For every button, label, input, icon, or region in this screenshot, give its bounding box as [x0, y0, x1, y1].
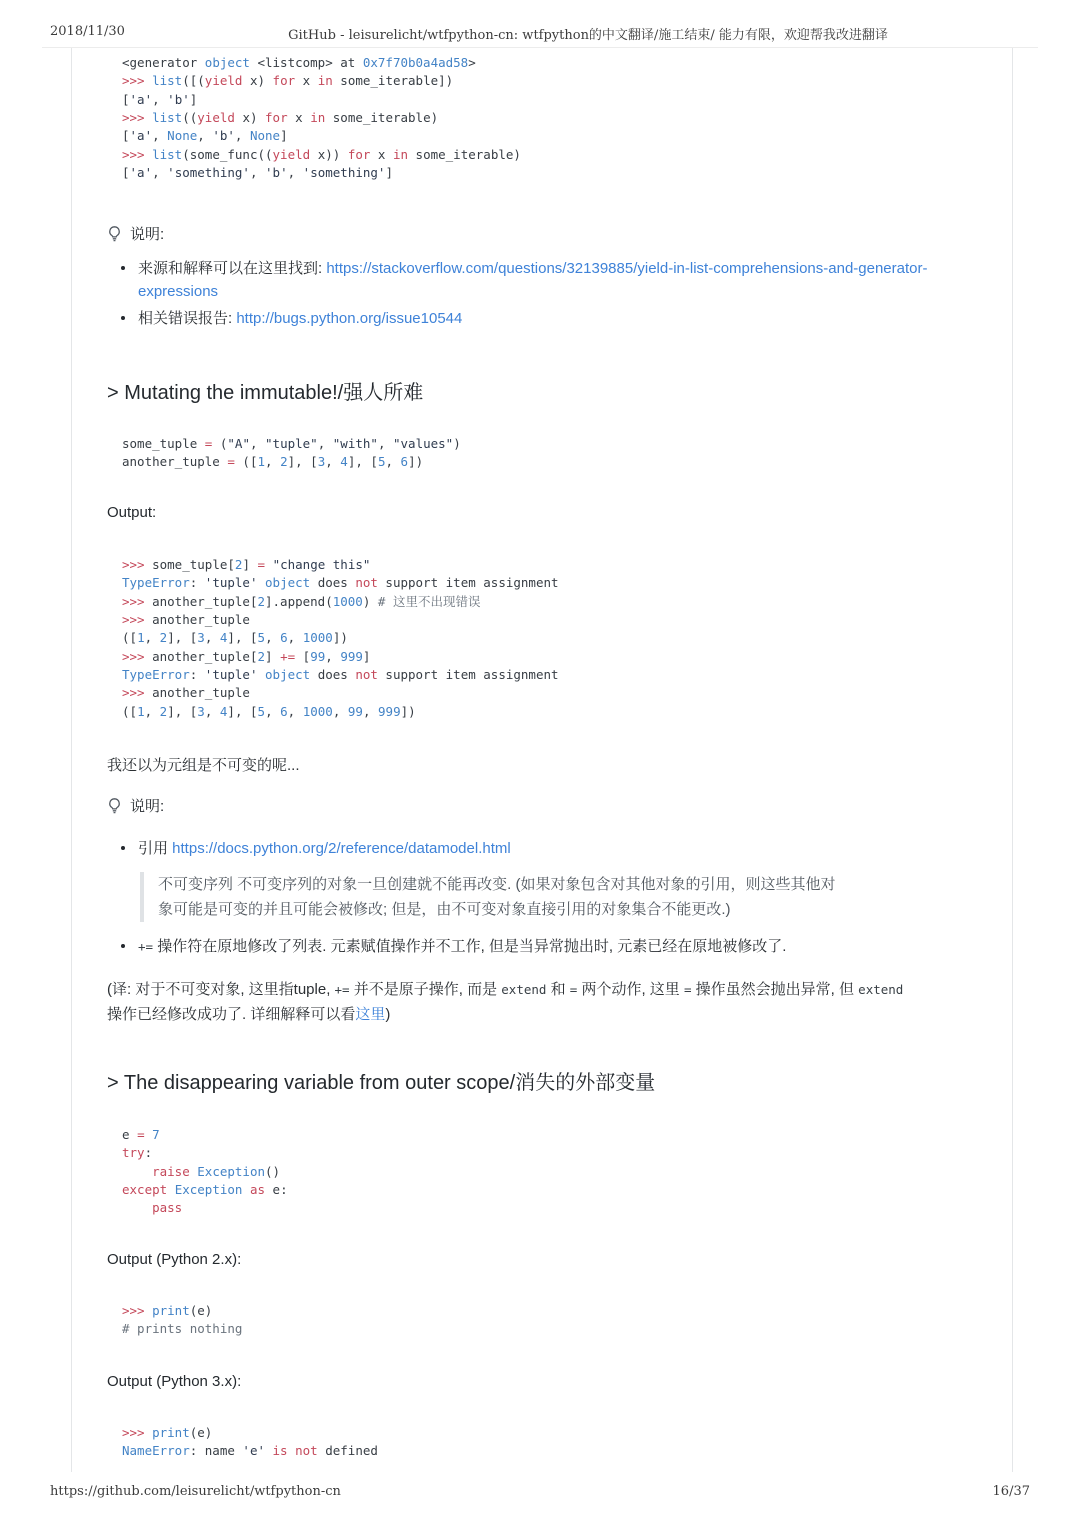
code-token: = — [137, 1127, 145, 1142]
code-token: ]) — [332, 630, 348, 646]
code-line — [122, 109, 521, 127]
code-token: 1 — [257, 454, 265, 470]
link[interactable]: http://bugs.python.org/issue10544 — [236, 310, 463, 327]
code-token: x)) — [310, 146, 348, 162]
text-run: 引用 — [138, 840, 173, 857]
code-token: 'e' — [242, 1443, 265, 1459]
code-line — [122, 648, 559, 666]
code-token: 2 — [159, 703, 168, 719]
code-token: "change this" — [272, 557, 371, 572]
code-token: 4 — [219, 630, 228, 646]
code-token: [ — [295, 648, 311, 664]
code-token: >>> — [122, 557, 153, 572]
code-line — [122, 1199, 288, 1217]
code-token: , — [204, 630, 220, 646]
code-line — [122, 629, 559, 647]
inline-code: = — [569, 982, 578, 997]
code-token: another_tuple — [152, 612, 250, 628]
code-token: , — [197, 128, 213, 144]
code-token: pass — [152, 1200, 183, 1216]
code-token: except — [122, 1182, 168, 1198]
code-token: some_iterable) — [325, 110, 439, 126]
code-token: ] — [265, 648, 281, 664]
link[interactable]: https://docs.python.org/2/reference/datamodel.html — [172, 840, 511, 857]
code-token: list — [152, 73, 183, 89]
code-token: >>> — [122, 685, 153, 701]
code-line — [122, 593, 559, 611]
output-label: Output: — [107, 504, 157, 521]
code-token — [265, 557, 273, 572]
code-token: , — [287, 630, 303, 646]
code-token: , — [377, 436, 393, 451]
code-token: is — [272, 1443, 288, 1459]
code-token: e: — [265, 1182, 288, 1198]
code-token: 5 — [377, 454, 386, 470]
code-token: 2 — [234, 557, 243, 572]
code-token — [242, 1182, 250, 1197]
code-comment: # 这里不出现错误 — [377, 593, 481, 609]
code-token: ] — [242, 557, 258, 572]
code-token: 0x7f70b0a4ad58 — [362, 55, 469, 70]
code-token: 99 — [310, 648, 326, 664]
code-token: [ — [122, 165, 130, 181]
code-comment: # prints nothing — [122, 1321, 243, 1337]
code-token: , — [152, 91, 168, 107]
code-token: : — [189, 575, 205, 591]
inline-code: += — [138, 939, 154, 954]
code-token: x — [295, 73, 318, 89]
code-token: ], [ — [227, 703, 258, 719]
code-token: object — [265, 667, 311, 683]
code-token: ) — [362, 593, 378, 609]
code-line — [122, 703, 559, 721]
code-token: 2 — [159, 630, 168, 646]
code-token: >>> — [122, 612, 153, 628]
content-left-border — [71, 48, 72, 1472]
code-token: in — [392, 146, 409, 162]
code-token: : — [144, 1145, 153, 1161]
code-token: in — [310, 110, 326, 126]
code-token: : — [189, 667, 205, 683]
code-token: (( — [182, 110, 198, 126]
text-run: 相关错误报告: — [138, 310, 237, 327]
text-run: 操作虽然会抛出异常, 但 — [691, 981, 859, 998]
code-token: , — [287, 165, 303, 181]
code-token: another_tuple[ — [152, 593, 258, 609]
code-token: 'b' — [265, 165, 288, 181]
code-token: object — [204, 55, 250, 70]
note-label: 说明: — [130, 225, 165, 243]
code-token: , — [152, 165, 168, 181]
print-footer-url: https://github.com/leisurelicht/wtfpython-cn — [50, 1484, 341, 1499]
code-token: , — [325, 454, 341, 470]
code-token: : name — [189, 1443, 243, 1459]
code-line — [122, 72, 521, 90]
text-run: ) — [385, 1006, 391, 1023]
code-token: try — [122, 1145, 145, 1161]
blockquote-immutable-sequences: 不可变序列 不可变序列的对象一旦创建就不能再改变. (如果对象包含对其他对象的引用，则这些其他对象可能是可变的并且可能会被修改; 但是，由不可变对象直接引用的对象集合不能更改.) — [140, 872, 840, 922]
code-token: "A" — [227, 436, 250, 451]
output-label-python2: Output (Python 2.x): — [107, 1251, 242, 1268]
page-top-divider — [42, 47, 1038, 48]
code-token: e — [122, 1127, 138, 1142]
code-line — [122, 435, 461, 453]
code-token: print — [152, 1425, 190, 1440]
text-run: 两个动作, 这里 — [577, 981, 684, 998]
code-token: ], [ — [287, 454, 318, 470]
code-token: "tuple" — [265, 436, 318, 451]
code-token: ] — [280, 128, 288, 144]
code-token: list — [152, 146, 183, 162]
code-token: 2 — [257, 593, 265, 609]
code-token: 1000 — [302, 630, 333, 646]
code-token: 6 — [280, 630, 288, 646]
code-token: , — [265, 454, 281, 470]
code-token: ([( — [182, 73, 205, 89]
code-token: += — [280, 648, 296, 664]
code-line — [122, 556, 559, 574]
code-token: Exception — [197, 1163, 266, 1179]
code-token: "with" — [332, 436, 378, 451]
code-token: , — [265, 703, 281, 719]
code-token: some_iterable) — [408, 146, 521, 162]
code-token: , — [325, 648, 341, 664]
code-token — [167, 1182, 175, 1197]
code-line — [122, 91, 521, 109]
code-token: yield — [197, 110, 235, 126]
code-token: print — [152, 1303, 190, 1318]
code-line — [122, 54, 521, 72]
code-token: ], [ — [227, 630, 258, 646]
code-block-tuples — [122, 435, 461, 472]
code-token: (e) — [189, 1303, 213, 1318]
code-token: ] — [385, 165, 393, 181]
list-item-reference-link — [138, 837, 978, 860]
code-token: None — [167, 128, 198, 144]
code-token: (some_func(( — [182, 146, 273, 162]
code-token: list — [152, 110, 183, 126]
code-token: , — [385, 454, 401, 470]
code-token: 3 — [317, 454, 326, 470]
text-run: 操作已经修改成功了. 详细解释可以看 — [107, 1006, 356, 1023]
text-run: 和 — [546, 981, 570, 998]
list-item-bug-report — [138, 307, 978, 330]
code-line — [122, 574, 559, 592]
code-token: x — [370, 146, 393, 162]
code-token: some_iterable]) — [332, 73, 454, 89]
code-token: TypeError — [122, 667, 190, 683]
code-token: 1 — [137, 630, 145, 646]
code-block-try-except — [122, 1126, 288, 1218]
code-token: , — [144, 703, 160, 719]
code-line — [122, 1163, 288, 1181]
code-token: 1000 — [332, 593, 363, 609]
code-token: >>> — [122, 146, 153, 162]
code-token: 'b' — [167, 91, 190, 107]
code-token: for — [347, 146, 371, 162]
code-token: , — [362, 703, 379, 719]
code-line — [122, 1442, 378, 1460]
code-token: , — [332, 703, 348, 719]
output-label-python3: Output (Python 3.x): — [107, 1373, 242, 1390]
section-heading-mutating: > Mutating the immutable!/强人所难 — [107, 382, 424, 404]
code-line — [122, 1424, 378, 1442]
code-token: defined — [317, 1443, 378, 1459]
code-line — [122, 146, 521, 164]
section-heading-disappearing: > The disappearing variable from outer scope/消失的外部变量 — [107, 1072, 656, 1094]
code-token — [145, 1127, 153, 1142]
print-header-date: 2018/11/30 — [50, 24, 125, 39]
link[interactable]: 这里 — [355, 1006, 386, 1023]
code-line — [122, 1144, 288, 1162]
inline-code: extend — [501, 982, 547, 997]
code-token — [257, 575, 265, 590]
code-token: ]) — [400, 703, 416, 719]
code-token: (e) — [189, 1425, 213, 1440]
lightbulb-icon — [106, 225, 123, 242]
text-run: 并不是原子操作, 而是 — [349, 981, 502, 998]
code-token: , — [249, 436, 266, 451]
code-token: 'something' — [302, 165, 386, 181]
code-token: ([ — [122, 703, 138, 719]
code-token: [ — [122, 128, 130, 144]
code-token: 'tuple' — [204, 667, 258, 683]
code-token: another_tuple — [152, 685, 250, 701]
code-line — [122, 684, 559, 702]
code-line — [122, 453, 461, 471]
code-block-generator-example — [122, 54, 521, 182]
code-token: yield — [204, 73, 243, 89]
code-line — [122, 1181, 288, 1199]
code-token: ].append( — [265, 593, 333, 609]
code-token: another_tuple[ — [152, 648, 258, 664]
code-token: 2 — [257, 648, 265, 664]
inline-code: = — [683, 982, 692, 997]
code-token: does — [310, 667, 356, 683]
code-token: 1 — [137, 703, 145, 719]
code-token: x) — [242, 73, 273, 89]
code-token: 1000 — [302, 703, 333, 719]
inline-code: += — [334, 982, 350, 997]
code-token: 'a' — [129, 128, 153, 144]
code-token — [265, 1443, 273, 1458]
code-token — [257, 667, 265, 682]
code-line — [122, 611, 559, 629]
link[interactable]: https://stackoverflow.com/questions/32139885/yield-in-list-comprehensions-and-generator-expressions — [138, 260, 928, 300]
text-run: (译: 对于不可变对象, 这里指tuple, — [107, 981, 335, 998]
code-token: support item assignment — [377, 575, 559, 591]
code-token: Exception — [174, 1182, 243, 1198]
code-token: , — [152, 128, 168, 144]
code-block-print-python3 — [122, 1424, 378, 1461]
code-token: >>> — [122, 648, 153, 664]
list-item-source-link — [138, 257, 978, 303]
code-line — [122, 1320, 242, 1338]
code-token: not — [355, 667, 378, 683]
list-item-plusequal-note — [138, 935, 978, 958]
code-token: >>> — [122, 1303, 153, 1318]
code-token: , — [249, 165, 266, 181]
code-token: >>> — [122, 593, 153, 609]
paragraph-tuple-thought: 我还以为元组是不可变的呢... — [107, 757, 300, 774]
code-token: ([ — [234, 454, 258, 470]
code-token: , — [144, 630, 160, 646]
code-token: 'b' — [212, 128, 235, 144]
code-token: [ — [122, 91, 130, 107]
text-run: 来源和解释可以在这里找到: — [138, 260, 327, 277]
code-token: ] — [362, 648, 371, 664]
code-token: 'tuple' — [204, 575, 258, 591]
code-token: 7 — [152, 1127, 160, 1142]
code-token: = — [257, 557, 266, 572]
note-row-2 — [106, 794, 164, 816]
code-token: , — [234, 128, 250, 144]
code-token: ]) — [408, 454, 424, 470]
code-token: 4 — [219, 703, 228, 719]
code-token: ], [ — [347, 454, 378, 470]
code-token: x — [287, 110, 311, 126]
code-token: , — [287, 703, 303, 719]
code-token: some_tuple — [122, 436, 205, 451]
code-token: 3 — [197, 703, 205, 719]
code-token: , — [204, 703, 220, 719]
lightbulb-icon — [106, 797, 123, 814]
note-label: 说明: — [130, 797, 165, 815]
code-token — [122, 1200, 152, 1215]
code-token: does — [310, 575, 356, 591]
code-token: ( — [212, 436, 228, 451]
content-right-border — [1012, 48, 1013, 1472]
code-token: ) — [453, 436, 461, 451]
code-token: 'something' — [167, 165, 250, 181]
code-token: for — [272, 73, 296, 89]
code-token: yield — [272, 146, 311, 162]
code-token: "values" — [393, 436, 454, 451]
note-row-1 — [106, 222, 164, 244]
code-token: , — [317, 436, 333, 451]
code-token — [122, 1164, 152, 1179]
print-header-title: GitHub - leisurelicht/wtfpython-cn: wtfpython的中文翻译/施工结束/ 能力有限，欢迎帮我改进翻译 — [288, 28, 888, 43]
code-token: <listcomp> at — [249, 55, 363, 70]
code-token: () — [265, 1163, 281, 1179]
code-token: 999 — [378, 703, 401, 719]
code-token: raise — [152, 1163, 190, 1179]
code-block-print-python2 — [122, 1302, 242, 1339]
code-token: 99 — [347, 703, 363, 719]
code-token: ], [ — [167, 630, 198, 646]
paragraph-translator-note — [107, 977, 907, 1027]
code-token: >>> — [122, 1425, 153, 1440]
code-token: ] — [189, 91, 198, 107]
code-block-tuple-output — [122, 556, 559, 721]
code-token: = — [227, 454, 235, 470]
code-token: 'a' — [129, 91, 153, 107]
code-token: in — [317, 73, 333, 89]
code-line — [122, 1126, 288, 1144]
code-token: not — [355, 575, 378, 591]
code-token: 4 — [340, 454, 348, 470]
code-token: > — [468, 55, 476, 70]
text-run: 操作符在原地修改了列表. 元素赋值操作并不工作, 但是当异常抛出时, 元素已经在原地被修改了. — [153, 938, 787, 955]
code-token: TypeError — [122, 575, 190, 591]
code-line — [122, 1302, 242, 1320]
code-token: some_tuple[ — [152, 557, 235, 572]
code-token: 5 — [257, 630, 266, 646]
code-token: another_tuple — [122, 454, 228, 470]
code-token: NameError — [122, 1443, 190, 1459]
print-footer-page-number: 16/37 — [992, 1484, 1030, 1499]
code-token: x) — [234, 110, 266, 126]
code-token: 'a' — [129, 165, 153, 181]
code-line — [122, 164, 521, 182]
code-token: support item assignment — [377, 667, 559, 683]
code-token: 5 — [257, 703, 266, 719]
code-token: ], [ — [167, 703, 198, 719]
inline-code: extend — [858, 982, 904, 997]
code-token: <generator — [122, 55, 205, 70]
code-token: as — [249, 1182, 266, 1198]
code-line — [122, 666, 559, 684]
code-token: for — [265, 110, 288, 126]
code-token: >>> — [122, 110, 153, 126]
code-token: = — [204, 436, 213, 451]
code-token: None — [249, 128, 281, 144]
code-token — [288, 1443, 296, 1458]
code-token: ([ — [122, 630, 138, 646]
code-token: 6 — [400, 454, 409, 470]
code-token: not — [295, 1443, 318, 1459]
code-token: , — [265, 630, 281, 646]
code-token: 999 — [340, 648, 363, 664]
code-line — [122, 127, 521, 145]
code-token: 6 — [280, 703, 288, 719]
code-token: 2 — [280, 454, 288, 470]
code-token: >>> — [122, 73, 153, 89]
code-token: object — [265, 575, 311, 591]
code-token: 3 — [197, 630, 205, 646]
